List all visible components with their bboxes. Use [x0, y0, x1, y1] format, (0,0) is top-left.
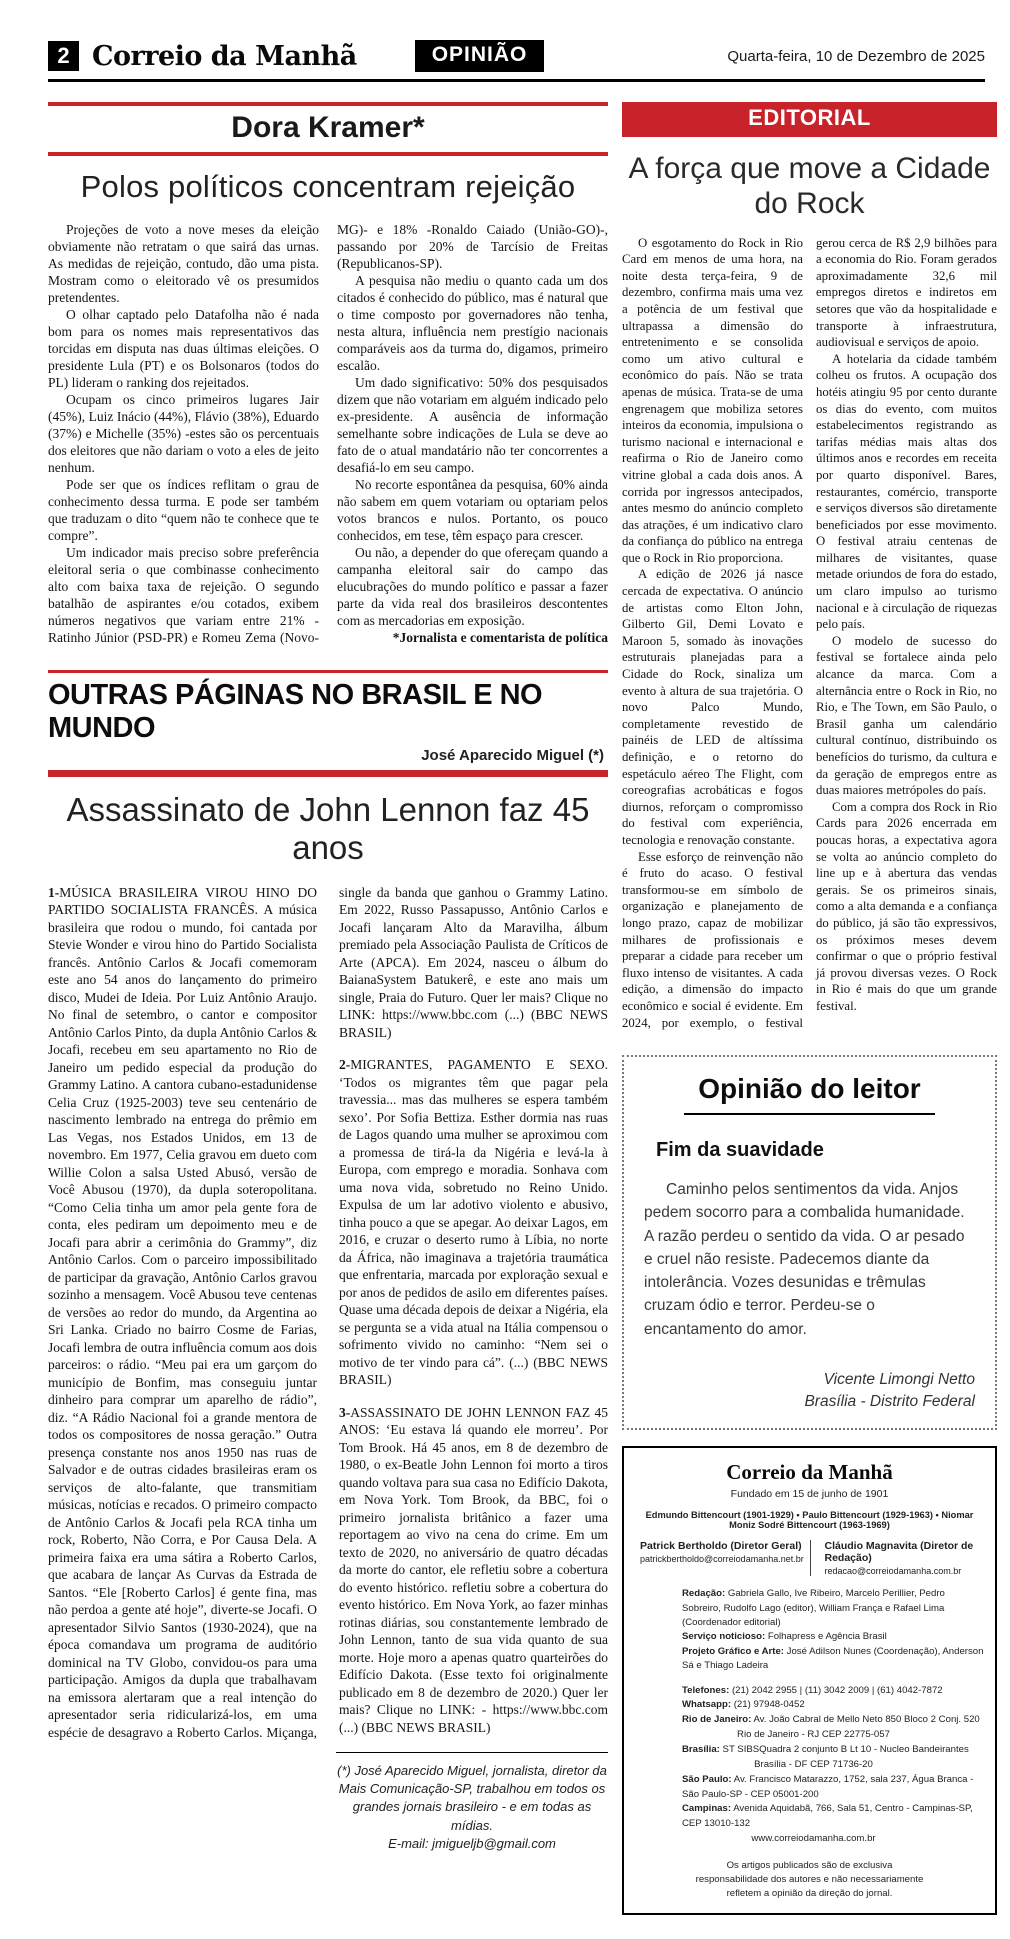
- dora-headline: Polos políticos concentram rejeição: [80, 169, 576, 204]
- left-column: [48, 102, 608, 1915]
- paragraph: Um indicador mais preciso sobre preferência eleitoral seria o que combinasse conhecimento alto com baixa taxa de rejeição. O segundo batalhão de aspirantes e/ou cotados, exibem números negativos que variam entre 21% -Ratinho Júnior (PSD-PR) e Romeu Zema (Novo-MG)- e 18% -Ronaldo Caiado (União-GO)-, passando por 20% de Tarcísio de Freitas (Republicanos-SP).: [48, 222, 608, 645]
- page-header: [48, 40, 985, 82]
- editorial-badge: EDITORIAL: [622, 102, 997, 137]
- director-email: patrickbertholdo@correiodamanha.net.br: [640, 1554, 804, 1565]
- paragraph: O modelo de sucesso do festival se fortalece ainda pelo alcance da marca. Com a alternância entre o Rock in Rio, no Rio, e The Town, em São Paulo, o Brasil ganha um calendário cultural contínuo, distribuindo os benefícios do turismo, da cultura e da geração de empregos entre as duas maiores metrópoles do país.: [816, 633, 997, 798]
- paragraph: No recorte espontânea da pesquisa, 60% ainda não sabem em quem votariam ou optariam pelos votos brancos e nulos. Portanto, os pouco conhecidos, em tese, têm espaço para crescer.: [337, 477, 608, 543]
- footnote-text: (*) José Aparecido Miguel, jornalista, diretor da Mais Comunicação-SP, trabalhou em todos os grandes jornais brasileiro - e em todas as mídias.: [337, 1763, 607, 1833]
- signature-place: Brasília - Distrito Federal: [804, 1392, 975, 1410]
- item-number: 1-: [48, 884, 60, 900]
- paragraph: A hotelaria da cidade também colheu os frutos. A ocupação dos hotéis atingiu 95 por cento durante os dias do evento, com muitos estabelecimentos registrando as tarifas médias mais altas dos últimos anos e recordes em receita por quarto disponível. Bares, restaurantes, comércio, transporte e serviços diversos são diretamente beneficiados por esse movimento. O festival atraiu centenas de milhares de visitantes, quase metade oriundos de fora do estado, um claro impulso ao turismo nacional e à circulação de riquezas pelo país.: [816, 351, 997, 632]
- footnote-email: E-mail: jmigueljb@gmail.com: [388, 1835, 556, 1851]
- editorial-section: [622, 102, 997, 1031]
- staff-line: Redação: Gabriela Gallo, Ive Ribeiro, Marcelo Perillier, Pedro Sobreiro, Rudolfo Lago (editor), William França e Rafael Lima (Coordenador editorial): [682, 1588, 945, 1628]
- director-name: Cláudio Magnavita (Diretor de Redação): [824, 1540, 974, 1565]
- main-content: [48, 102, 997, 1915]
- director-name: Patrick Bertholdo (Diretor Geral): [640, 1540, 802, 1553]
- contact-line: Brasília: ST SIBSQuadra 2 conjunto B Lt 10 - Nucleo Bandeirantes: [682, 1744, 969, 1755]
- author-footnote: [336, 1752, 608, 1853]
- reader-opinion-title: Opinião do leitor: [684, 1073, 934, 1115]
- paragraph: Ou não, a depender do que ofereçam quando a campanha eleitoral sair do campo das elucubrações do mundo político e passar a fazer parte da vida real dos brasileiros descontentes com as mercadorias em exposição.: [337, 545, 608, 628]
- director-general: [634, 1540, 810, 1576]
- director-redacao: [810, 1540, 986, 1576]
- letter-signature: [644, 1369, 975, 1412]
- section-byline: José Aparecido Miguel (*): [421, 747, 604, 764]
- paragraph: Com a compra dos Rock in Rio Cards para 2026 encerrada em poucas horas, a expectativa agora se volta ao anúncio completo do line up e à abertura das vendas gerais. Se os primeiros sinais, como a alta demanda e a confiança do público, já são tão expressivos, os próximos meses devem confirmar o que o próprio festival já provou diversas vezes. O Rock in Rio é mais do que um grande festival.: [816, 799, 997, 1013]
- item-title: MIGRANTES, PAGAMENTO E SEXO.: [350, 1057, 608, 1073]
- item-text: A música brasileira que rodou o mundo, foi cantada por Stevie Wonder e virou hino do Partido Socialista francês. Antônio Carlos & Jocafi comemoram este ano 54 anos do lançamento do primeiro disco, Mudei de Ideia. Por Luiz Antônio Araujo. No final de setembro, o cantor e compositor Antônio Carlos Pinto, da dupla Antônio Carlos & Jocafi, recebeu em seu apartamento no Rio de Janeiro um pedido especial da produção do Grammy Latino. A cantora cubano-estadunidense Celia Cruz (1925-2003) teve seu centenário de nascimento lembrado na entrega do prêmio em Las Vegas, nos Estados Unidos, em 13 de novembro. Em 1977, Celia gravou em dueto com Willie Colon a salsa Usted Abusó, versão de Você Abusou (1970), da dupla soteropolitana. “Como Celia tinha um amor pela gente fora de conta, eles pediram um depoimento meu e de Jocafi para abrir a cerimônia do Grammy”, diz Antônio Carlos. Com o parceiro impossibilitado de participar da gravação, Antônio Carlos gravou sozinho a mensagem. Você Abusou teve centenas de versões ao redor do mundo, da Argentina ao Sri Lanka. Criado no bairro Cosme de Farias, Jocafi lembra de outra influência comum aos dois parceiros: o rádio. “Meu pai era um garçom do município de Bonfim, mas conseguiu juntar dinheiro para comprar um aparelho de rádio”, diz. “A Rádio Nacional foi a grande mentora de todos os compositores de nossa geração.” Outra presença constante nos anos 1950 nas ruas de Salvador e de outras cidades brasileiras eram os serviços de alto-falante, que transmitiam músicas, notícias e recados. O primeiro compacto de Antônio Carlos & Jocafi pela RCA tinha um rock, Roberto, Não Corra, e Por Causa Dela. A primeira faixa era uma sátira a Roberto Carlos, que acabara de lançar As Curvas da Estrada de Santos. “Ele [Roberto Carlos] é gente fina, mas não perdoa a gente até hoje”, diverte-se Jocafi. O apresentador Silvio Santos (1930-2024), que na época comandava um programa de auditório dominical na TV Globo, convidou-os para uma participação. Amigos da dupla que trabalhavam na emissora alertaram que a real intenção do apresentador seria ridicularizá-los, em uma espécie de desagravo a Roberto Carlos. Miçanga, single da banda que ganhou o Grammy Latino. Em 2022, Russo Passapusso, Antônio Carlos e Jocafi lançaram Alto da Maravilha, álbum premiado pela Associação Paulista de Críticos de Arte (APCA). Em 2024, nasceu o álbum do BaianaSystem Batukerê, e este ano mais um single, Praia do Futuro. Quer ler mais? Clique no LINK: https://www.bbc.com (...) (BBC NEWS BRASIL): [48, 884, 608, 1740]
- dora-article-body: [48, 221, 608, 646]
- paragraph: Ocupam os cinco primeiros lugares Jair (45%), Luiz Inácio (44%), Flávio (38%), Eduardo (37%) e Michelle (35%) -estes são os percentuais dos eleitores que não dariam o voto a eles de jeito nenhum.: [48, 392, 319, 475]
- outras-paginas-section: [48, 670, 608, 1853]
- contact-line: Rio de Janeiro: Av. João Cabral de Mello Neto 850 Bloco 2 Conj. 520: [682, 1714, 980, 1726]
- item-title: MÚSICA BRASILEIRA VIROU HINO DO PARTIDO SOCIALISTA FRANCÊS.: [48, 884, 317, 918]
- masthead-disclaimer: Os artigos publicados são de exclusiva responsabilidade dos autores e não necessariamente refletem a opinião da direção do jornal.: [695, 1860, 924, 1899]
- page-number: 2: [48, 41, 79, 71]
- lennon-article-body: [48, 884, 608, 1747]
- red-rule-bottom: [48, 152, 608, 156]
- red-rule-thick: [48, 770, 608, 777]
- masthead-box: [622, 1446, 997, 1915]
- editorial-body: [622, 235, 997, 1032]
- masthead-title: Correio da Manhã: [726, 1460, 893, 1485]
- news-item-3: [339, 1404, 608, 1737]
- contact-line: São Paulo: Av. Francisco Matarazzo, 1752, sala 237, Água Branca - São Paulo-SP - CEP 05001-200: [682, 1773, 974, 1800]
- masthead-staff: [634, 1587, 985, 1673]
- staff-line: Serviço noticioso: Folhapress e Agência Brasil: [682, 1631, 887, 1643]
- contact-line: Rio de Janeiro - RJ CEP 22775-057: [737, 1729, 890, 1741]
- contact-line: Whatsapp: (21) 97948-0452: [682, 1699, 805, 1711]
- item-text: ‘Eu estava lá quando ele morreu’. Por Tom Brook. Há 45 anos, em 8 de dezembro de 1980, o ex-Beatle John Lennon foi morto a tiros quando voltava para sua casa no Edifício Dakota, em Nova York. Tom Brook, da BBC, foi o primeiro jornalista britânico a fazer uma reportagem ao vivo na cena do crime. Em um texto de 2020, no aniversário de quatro décadas da morte do cantor, ele refletiu sobre a cobertura do evento histórico. refletiu sobre a cobertura do evento histórico. Em Nova York, ao fazer minhas rotinas diárias, sou constantemente lembrado de John Lennon, tanto de sua vida quanto de sua morte. Hoje moro a apenas quatro quarteirões do Edifício Dakota. (Esse texto foi originalmente publicado em 8 de dezembro de 2020.) Quer ler mais? Clique no LINK: - https://www.bbc.com (...) (BBC NEWS BRASIL): [339, 1422, 609, 1735]
- staff-line: Projeto Gráfico e Arte: José Adilson Nunes (Coordenação), Anderson Sá e Thiago Ladeira: [682, 1645, 984, 1672]
- paragraph: Projeções de voto a nove meses da eleição obviamente não retratam o que sairá das urnas. As medidas de rejeição, contudo, dão uma pista. Mostram como o eleitorado vê os presumidos pretendentes.: [48, 222, 319, 305]
- director-email: redacao@correiodamanha.com.br: [824, 1566, 962, 1577]
- paragraph: Esse esforço de reinvenção não é fruto do acaso. O festival transformou-se em símbolo de organização e planejamento de longo prazo, capaz de mobilizar milhares de profissionais e preparar a cidade para receber um fluxo intenso de visitantes. A cada edição, a dimensão do impacto econômico e social é evidente. Em 2024, por exemplo, o festival gerou cerca de R$ 2,9 bilhões para a economia do Rio. Foram gerados aproximadamente 32,6 mil empregos diretos e indiretos em setores que vão da hospitalidade e transporte à infraestrutura, audiovisual e serviços de apoio.: [622, 235, 997, 1030]
- section-title: OUTRAS PÁGINAS NO BRASIL E NO MUNDO: [48, 679, 543, 744]
- paragraph: A edição de 2026 já nasce cercada de expectativa. O anúncio de artistas como Elton John, Gilberto Gil, Demi Lovato e Maroon 5, somado às inovações estruturais planejadas para a Cidade do Rock, sinaliza um evento à altura de sua trajetória. O novo Palco Mundo, completamente revestido de painéis de LED de altíssima definição, e o retorno do espetáculo aéreo The Flight, com coreografias acrobáticas e fogos diurnos, reforçam o compromisso do festival com experiência, tecnologia e renovação constante.: [622, 567, 803, 847]
- column-author: Dora Kramer*: [231, 111, 425, 144]
- masthead-founders: Edmundo Bittencourt (1901-1929) • Paulo Bittencourt (1929-1963) • Niomar Moniz Sodré Bittencourt (1963-1969): [645, 1510, 974, 1531]
- letter-title: Fim da suavidade: [656, 1139, 824, 1162]
- item-number: 2-: [339, 1057, 351, 1073]
- masthead-contacts: [634, 1684, 985, 1847]
- contact-line: Telefones: (21) 2042 2955 | (11) 3042 2009 | (61) 4042-7872: [682, 1684, 943, 1696]
- contact-line: Brasília - DF CEP 71736-20: [754, 1758, 873, 1770]
- item-text: ‘Todos os migrantes têm que pagar pela travessia... mas das mulheres se espera também sexo’. Por Sofia Bettiza. Esther dormia nas ruas de Lagos quando uma mulher se aproximou com a promessa de tirá-la da Nigéria e levá-la à Europa, com emprego e moradia. Sonhava com uma nova vida, sobretudo no Reino Unido. Expulsa de um lar adotivo violento e abusivo, tinha pouco a que se apegar. Ao deixar Lagos, em 2016, e cruzar o deserto rumo à Líbia, no norte da África, não imaginava a trajetória traumática que enfrentaria, marcada por exploração sexual e por anos de pedidos de asilo em diferentes países. Quase uma década depois de deixar a Nigéria, ela se pergunta se a vida atual na Itália compensou o sofrimento vivido no caminho: “Nem sei o motivo de ter vindo para cá”. (...) (BBC NEWS BRASIL): [339, 1074, 608, 1388]
- paragraph: Pode ser que os índices reflitam o grau de conhecimento dessa turma. E pode ser também que traduzam o dito “quem não te conhece que te compre”.: [48, 477, 319, 543]
- right-column: [622, 102, 997, 1915]
- website-url: www.correiodamanha.com.br: [751, 1833, 876, 1845]
- editorial-headline: A força que move a Cidade do Rock: [628, 152, 991, 220]
- edition-date: Quarta-feira, 10 de Dezembro de 2025: [727, 47, 985, 65]
- paragraph: Um dado significativo: 50% dos pesquisados dizem que não votariam em alguém indicado pelo ex-presidente. A ausência de informação semelhante sobre indicações de Lula se deve ao fato de o atual mandatário não ter concorrentes a desafiá-lo em seu campo.: [337, 375, 608, 475]
- masthead-founded: Fundado em 15 de junho de 1901: [730, 1488, 889, 1501]
- newspaper-logo: Correio da Manhã: [92, 40, 357, 72]
- dora-kramer-column: [48, 102, 608, 646]
- paragraph: A pesquisa não mediu o quanto cada um dos citados é conhecido do público, mas é natural que o time composto por governadores não tenha, nesta altura, influência nem prestígio nacionais comparáveis aos da turma do, digamos, primeiro escalão.: [337, 273, 608, 373]
- paragraph: O olhar captado pelo Datafolha não é nada bom para os nomes mais representativos das torcidas em disputa nas duas últimas eleições. O presidente Lula (PT) e os Bolsonaros (todos do PL) lideram o ranking dos rejeitados.: [48, 307, 319, 390]
- author-credit: *Jornalista e comentarista de política: [392, 630, 608, 645]
- item-title: ASSASSINATO DE JOHN LENNON FAZ 45 ANOS:: [339, 1404, 608, 1438]
- section-badge: OPINIÃO: [415, 40, 545, 72]
- letter-body: Caminho pelos sentimentos da vida. Anjos pedem socorro para a combalida humanidade. A razão perdeu o sentido da vida. O ar pesado e cruel não resiste. Padecemos diante da intolerância. Vozes desunidas e trêmulas cruzam ódio e terror. Perdeu-se o encantamento do amor.: [644, 1181, 965, 1338]
- masthead-directors: [634, 1540, 985, 1576]
- news-item-2: [339, 1056, 608, 1389]
- signature-name: Vicente Limongi Netto: [823, 1370, 975, 1388]
- contact-line: Campinas: Avenida Aquidabã, 766, Sala 51, Centro - Campinas-SP, CEP 13010-132: [682, 1803, 973, 1830]
- lennon-headline: Assassinato de John Lennon faz 45 anos: [66, 791, 590, 867]
- paragraph: O esgotamento do Rock in Rio Card em menos de uma hora, na noite desta terça-feira, 9 de dezembro, confirma mais uma vez a potência de um festival que ultrapassa a dimensão do entretenimento e se consolida como um ativo cultural e econômico do país. Não se trata apenas de música. Trata-se de uma engrenagem que mobiliza setores inteiros da economia, impulsiona o turismo nacional e internacional e reafirma o Rio de Janeiro como vitrine global a cada dois anos. A corrida por ingressos antecipados, antes mesmo do anúncio completo das atrações, é um indicativo claro da confiança do público na entrega que o Rock in Rio proporciona.: [622, 235, 803, 565]
- reader-opinion-box: [622, 1055, 997, 1430]
- item-number: 3-: [339, 1404, 351, 1420]
